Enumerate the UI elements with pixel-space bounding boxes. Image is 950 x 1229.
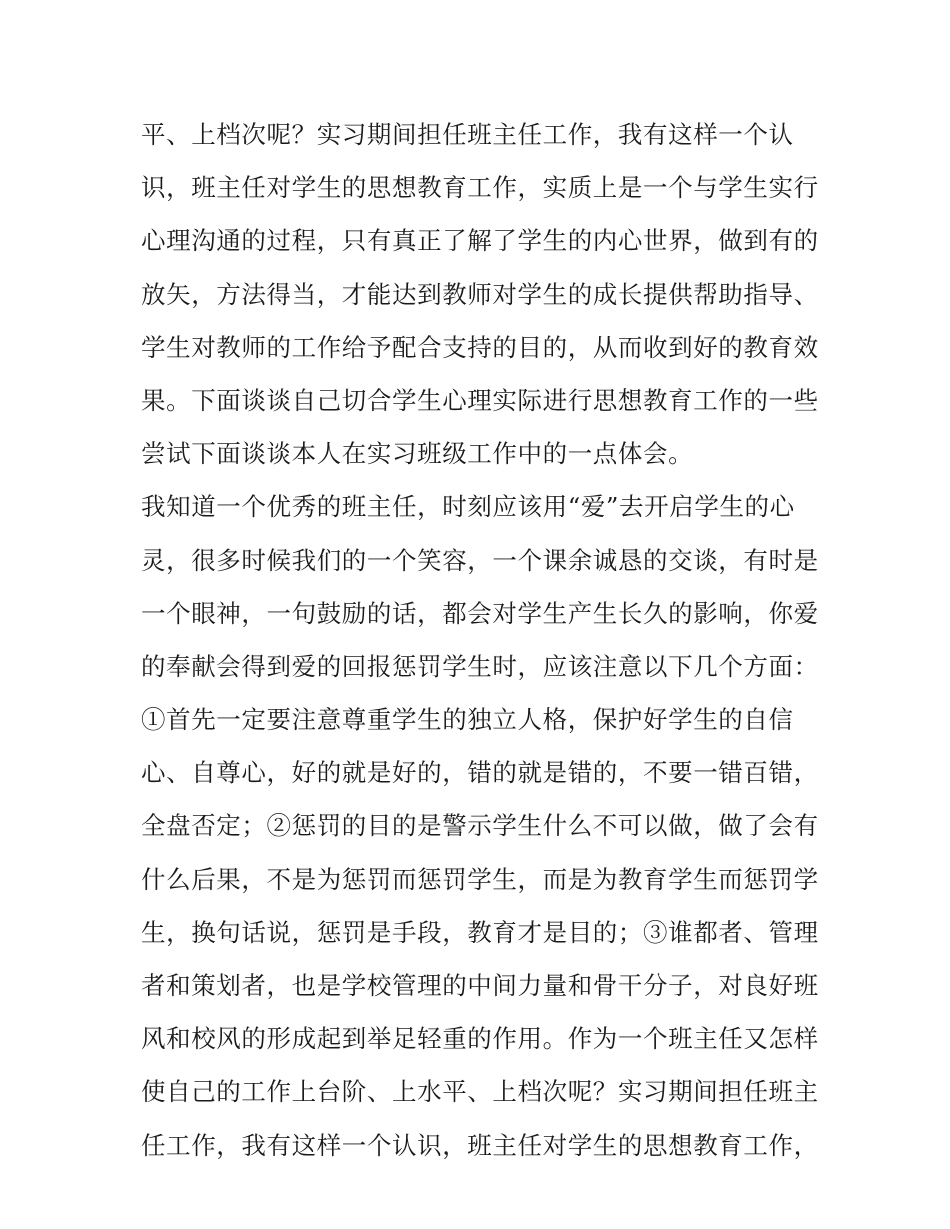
text-line: 我知道一个优秀的班主任，时刻应该用“爱”去开启学生的心: [141, 492, 795, 522]
text-line: ①首先一定要注意尊重学生的独立人格，保护好学生的自信: [141, 705, 794, 735]
text-line: 识，班主任对学生的思想教育工作，实质上是一个与学生实行: [141, 173, 819, 203]
text-line: 的奉献会得到爱的回报惩罚学生时，应该注意以下几个方面：: [141, 651, 819, 681]
text-line: 果。下面谈谈自己切合学生心理实际进行思想教育工作的一些: [141, 385, 819, 415]
text-line: 全盘否定；②惩罚的目的是警示学生什么不可以做，做了会有: [141, 811, 819, 841]
text-line: 什么后果，不是为惩罚而惩罚学生，而是为教育学生而惩罚学: [141, 864, 819, 894]
text-line: 尝试下面谈谈本人在实习班级工作中的一点体会。: [141, 439, 694, 469]
text-line: 生，换句话说，惩罚是手段，教育才是目的；③谁都者、管理: [141, 917, 819, 947]
text-line: 者和策划者，也是学校管理的中间力量和骨干分子，对良好班: [141, 971, 819, 1000]
text-line: 任工作，我有这样一个认识，班主任对学生的思想教育工作，: [141, 1130, 819, 1160]
text-line: 使自己的工作上台阶、上水平、上档次呢？实习期间担任班主: [141, 1077, 819, 1107]
text-line: 心理沟通的过程，只有真正了解了学生的内心世界，做到有的: [141, 226, 819, 256]
body-text: [141, 108, 821, 1172]
text-line: 平、上档次呢？实习期间担任班主任工作，我有这样一个认: [141, 120, 794, 149]
text-line: 学生对教师的工作给予配合支持的目的，从而收到好的教育效: [141, 332, 819, 362]
text-line: 一个眼神，一句鼓励的话，都会对学生产生长久的影响，你爱: [141, 598, 819, 628]
text-line: 放矢，方法得当，才能达到教师对学生的成长提供帮助指导、: [141, 279, 819, 309]
text-line: 灵，很多时候我们的一个笑容，一个课余诚恳的交谈，有时是: [141, 545, 819, 575]
text-line: 风和校风的形成起到举足轻重的作用。作为一个班主任又怎样: [141, 1024, 819, 1054]
text-line: 心、自尊心，好的就是好的，错的就是错的，不要一错百错，: [141, 758, 819, 788]
